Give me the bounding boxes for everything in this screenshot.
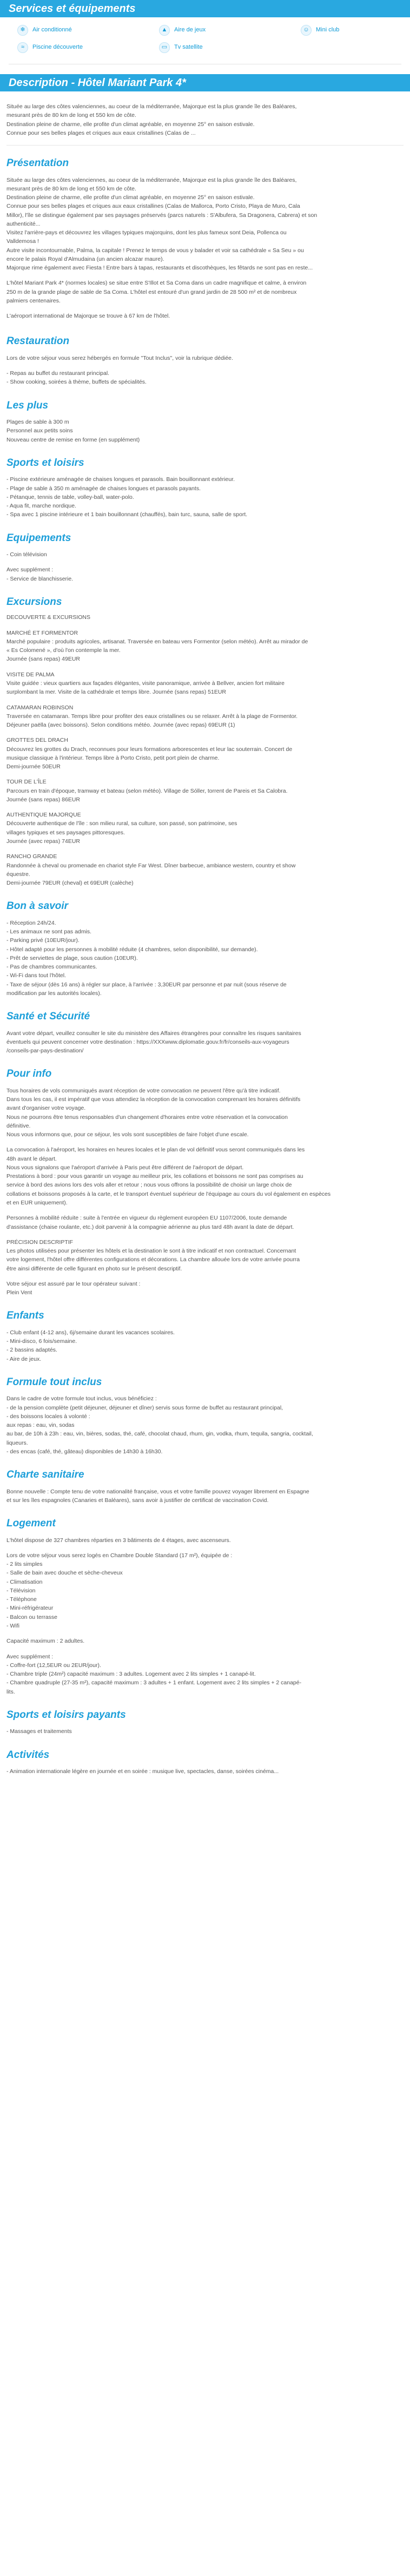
text-line: Demi-journée 79EUR (cheval) et 69EUR (calèche) [6,880,134,887]
text-line: - Massages et traitements [6,1728,72,1735]
services-header [0,0,410,17]
text-line: Bonne nouvelle : Compte tenu de votre nationalité française, vous et votre famille pouvez voyager librement en Espagne [6,1488,309,1495]
text-line: Avec supplément : [6,1653,54,1660]
text-line: - Wi-Fi dans tout l'hôtel. [6,972,66,979]
amenity-tv [159,42,203,53]
text-line: Votre séjour est assuré par le tour opérateur suivant : [6,1280,141,1287]
section-title: Activités [6,1749,50,1761]
text-line: - Plage de sable à 350 m aménagée de chaises longues et parasols payants. [6,485,201,492]
amenity-playground [159,25,206,36]
text-line: Millor), l'île se distingue également par ses paysages préservés (parcs naturels : S'Albufera, Sa Dragonera, Cabrera) et son [6,212,318,219]
restauration-section [6,333,404,386]
text-line: Journée (sans repas) 86EUR [6,796,80,803]
text-line: Dans tous les cas, il est impératif que vous attendiez la réception de la convocation comprenant les horaires définitifs [6,1096,301,1103]
text-line: Prestations à bord : pour vous garantir un voyage au meilleur prix, les collations et boissons ne sont pas comprises au [6,1173,303,1180]
excursion-item [6,703,404,730]
text-line: Les photos utilisées pour présenter les hôtels et la destination le sont à titre indicatif et non contractuel. Concernant [6,1248,296,1255]
excursions-subtitle: DECOUVERTE & EXCURSIONS [6,614,91,621]
text-line: - Chambre quadruple (27-35 m²), capacité maximum : 3 adultes + 1 enfant. Logement avec 2 lits simples + 2 canapé- [6,1679,302,1686]
text-line: éventuels qui peuvent concerner votre destination : https://XXXwww.diplomatie.gouv.fr/fr/conseils-aux-voyageurs [6,1038,289,1045]
amenity-label: Aire de jeux [174,27,206,34]
amenity-label: Mini club [316,27,340,34]
text-line: - Spa avec 1 piscine intérieure et 1 bain bouillonnant (chauffés), bain turc, sauna, salle de sport. [6,511,248,518]
text-line: Lors de votre séjour vous serez hébergés en formule "Tout Inclus", voir la rubrique dédiée. [6,354,233,361]
payants-section [6,1707,404,1736]
section-title: Formule tout inclus [6,1376,102,1388]
text-line: palmiers centenaires. [6,297,61,304]
excursion-name: GROTTES DEL DRACH [6,737,68,744]
text-line: /conseils-par-pays-destination/ [6,1047,84,1055]
amenity-label: Piscine découverte [32,44,83,51]
text-line: Destination pleine de charme, elle profite d'un climat agréable, en moyenne 25° en saison estivale. [6,121,255,128]
text-line: Nous ne pourrons être tenus responsables d'un changement d'horaires entre votre réservation et la convocation [6,1114,288,1121]
text-line: Demi-journée 50EUR [6,763,61,770]
text-line: 48h avant le départ. [6,1155,57,1162]
sports-section [6,455,404,519]
main-content [0,102,410,1787]
logement-section [6,1516,404,1696]
section-title: Excursions [6,596,62,608]
pool-icon: ≈ [17,42,28,53]
text-line: - Mini-réfrigérateur [6,1605,54,1612]
text-line: au bar, de 10h à 23h : eau, vin, bières, sodas, thé, café, chocolat chaud, rhum, gin, vodka, rhum, tequila, sangria, cocktail, [6,1431,313,1438]
text-line: surplombant la mer. Visite de la cathédrale et temps libre. Journée (sans repas) 51EUR [6,689,227,696]
section-title: Charte sanitaire [6,1469,84,1481]
presentation-body [6,176,404,321]
text-line: - des encas (café, thé, gâteau) disponibles de 14h30 à 16h30. [6,1448,163,1455]
text-line: Randonnée à cheval ou promenade en chariot style Far West. Dîner barbecue, ambiance western, country et show [6,862,296,869]
text-line: - Parking privé (10EUR/jour). [6,937,80,944]
text-line: « Es Colomené », d'où l'on contemple la mer. [6,647,121,654]
excursion-item [6,778,404,804]
text-line: Personnes à mobilité réduite : suite à l'entrée en vigueur du règlement européen EU 1107/2006, toute demande [6,1215,287,1222]
excursion-name: CATAMARAN ROBINSON [6,704,74,711]
snowflake-icon: ❄ [17,25,28,36]
text-line: Située au large des côtes valenciennes, au coeur de la méditerranée, Majorque est la plus grande île des Baléares, [6,103,297,110]
tv-icon: ▭ [159,42,170,53]
text-line: - Piscine extérieure aménagée de chaises longues et parasols. Bain bouillonnant extérieur. [6,476,235,483]
text-line: - Animation internationale légère en journée et en soirée : musique live, spectacles, danse, soirées cinéma... [6,1768,279,1775]
playground-icon: ▲ [159,25,170,36]
text-line: villages typiques et ses paysages pittoresques. [6,829,125,836]
excursion-item [6,852,404,887]
text-line: mesurant près de 80 km de long et 550 km de côte. [6,112,136,119]
text-line: musique classique à l'intérieur. Temps libre à Porto Cristo, petit port plein de charme. [6,754,220,761]
kids-club-icon: ☺ [301,25,312,36]
text-line: Avant votre départ, veuillez consulter le site du ministère des Affaires étrangères pour connaître les risques sanitaires [6,1030,301,1037]
text-line: d'assistance (chaise roulante, etc.) doit parvenir à la compagnie aérienne au plus tard 48h avant la date de départ. [6,1223,294,1230]
text-line: Visitez l'arrière-pays et découvrez les villages typiques majorquins, dont les plus fameux sont Deia, Pollenca ou [6,229,287,236]
charte-section [6,1467,404,1505]
section-title: Sports et loisirs payants [6,1709,126,1721]
excursion-name: TOUR DE L'ÎLE [6,779,47,786]
text-line: - Aire de jeux. [6,1355,42,1362]
text-line: - Service de blanchisserie. [6,575,74,582]
amenity-kids-club [301,25,339,36]
text-line: modification par les autorités locales). [6,990,102,997]
text-line: L'aéroport international de Majorque se trouve à 67 km de l'hôtel. [6,313,170,320]
section-title: Santé et Sécurité [6,1011,90,1023]
text-line: collations et boissons proposés à la carte, et le transport éventuel supérieur de l'équipage au cours du vol également en espèces [6,1190,331,1197]
text-line: liqueurs. [6,1439,28,1446]
text-line: - Coffre-fort (12,5EUR ou 2EUR/jour). [6,1662,101,1669]
text-line: - Coin télévision [6,551,47,558]
section-title: Présentation [6,157,69,169]
text-line: - Télévision [6,1587,36,1594]
info-section [6,1066,404,1297]
plus-section [6,398,404,444]
text-line: Plein Vent [6,1289,32,1296]
bon-a-savoir-section [6,898,404,998]
text-line: service à bord des avions lors des vols aller et retour ; nous vous offrons la possibilité de choisir un large choix de [6,1182,292,1189]
text-line: Lors de votre séjour vous serez logés en Chambre Double Standard (17 m²), équipée de : [6,1552,233,1559]
section-title: Enfants [6,1310,44,1322]
text-line: L'hôtel dispose de 327 chambres réparties en 3 bâtiments de 4 étages, avec ascenseurs. [6,1537,231,1544]
amenities-list [9,17,401,64]
text-line: - Pétanque, tennis de table, volley-ball, water-polo. [6,493,134,500]
section-title: Equipements [6,532,71,544]
text-line: encore le palais Royal d'Almudaina (un ancien alcazar maure). [6,255,164,262]
text-line: - Repas au buffet du restaurant principal. [6,370,110,377]
text-line: 250 m de la grande plage de sable de Sa Coma. L'hôtel est entouré d'un grand jardin de 28 500 m² et de nombreux [6,288,297,295]
excursion-name: RANCHO GRANDE [6,853,57,860]
excursion-name: VISITE DE PALMA [6,671,55,678]
text-line: Tous horaires de vols communiqués avant réception de votre convocation ne peuvent l'être qu'à titre indicatif. [6,1087,281,1094]
text-line: - Aqua fit, marche nordique. [6,503,76,510]
text-line: Majorque rime également avec Fiesta ! Entre bars à tapas, restaurants et discothèques, les fêtards ne sont pas en reste... [6,265,313,272]
text-line: définitive. [6,1122,31,1129]
excursion-name: AUTHENTIQUE MAJORQUE [6,812,81,819]
text-line: - Mini-disco, 6 fois/semaine. [6,1338,77,1345]
description-header [0,74,410,91]
sante-section [6,1009,404,1055]
text-line: - de la pension complète (petit déjeuner, déjeuner et dîner) servis sous forme de buffet au restaurant principal, [6,1404,283,1411]
text-line: Plages de sable à 300 m [6,419,69,426]
text-line: Déjeuner paëlla (avec boissons). Selon conditions météo. Journée (avec repas) 69EUR (1) [6,722,235,729]
text-line: PRÉCISION DESCRIPTIF [6,1238,74,1246]
text-line: - Réception 24h/24. [6,919,56,926]
text-line: - Climatisation [6,1578,43,1585]
text-line: Nous vous informons que, pour ce séjour, les vols sont susceptibles de faire l'objet d'une escale. [6,1131,249,1138]
formule-section [6,1374,404,1456]
divider [6,145,404,146]
text-line: - des boissons locales à volonté : [6,1413,90,1420]
text-line: Avec supplément : [6,566,54,574]
text-line: aux repas : eau, vin, sodas [6,1422,75,1429]
text-line: - Taxe de séjour (dès 16 ans) à régler sur place, à l'arrivée : 3,30EUR par personne et par nuit (sous réserve de [6,981,287,988]
text-line: Destination pleine de charme, elle profite d'un climat agréable, en moyenne 25° en saison estivale. [6,194,255,201]
excursion-item [6,811,404,846]
text-line: - Balcon ou terrasse [6,1613,57,1620]
text-line: votre logement, l'hôtel offre différentes configurations et décorations. La chambre allouée lors de votre arrivée pourra [6,1256,300,1263]
description-intro [6,102,404,137]
excursion-item [6,670,404,697]
text-line: Traversée en catamaran. Temps libre pour profiter des eaux cristallines ou se relaxer. Arrêt à la plage de Formentor. [6,713,298,720]
amenity-label: Air conditionné [32,27,72,34]
text-line: - Hôtel adapté pour les personnes à mobilité réduite (4 chambres, selon disponibilité, sur demande). [6,946,258,953]
text-line: Située au large des côtes valenciennes, au coeur de la méditerranée, Majorque est la plus grande île des Baléares, [6,176,297,183]
services-title: Services et équipements [9,3,136,15]
activites-section [6,1747,404,1776]
text-line: Connue pour ses belles plages et criques aux eaux cristallines (Calas de ... [6,129,196,136]
text-line: - Show cooking, soirées à thème, buffets de spécialités. [6,379,147,386]
section-title: Pour info [6,1068,52,1080]
text-line: Connue pour ses belles plages et criques aux eaux cristallines (Calas de Mallorca, Porto Cristo, Playa de Muro, Cala [6,203,300,210]
enfants-section [6,1308,404,1363]
text-line: mesurant près de 80 km de long et 550 km de côte. [6,185,136,192]
section-title: Sports et loisirs [6,457,84,469]
text-line: Marché populaire : produits agricoles, artisanat. Traversée en bateau vers Formentor (selon météo). Arrêt au mirador de [6,638,308,645]
text-line: équestre. [6,871,30,878]
text-line: Visite guidée : vieux quartiers aux façades élégantes, visite panoramique, arrivée à Bellver, ancien fort militaire [6,680,285,687]
text-line: Autre visite incontournable, Palma, la capitale ! Prenez le temps de vous y balader et voir sa cathédrale « Sa Seu » ou [6,247,304,254]
section-title: Logement [6,1518,56,1530]
text-line: - Club enfant (4-12 ans), 6j/semaine durant les vacances scolaires. [6,1329,175,1336]
text-line: Journée (avec repas) 74EUR [6,838,80,845]
text-line: Nous vous signalons que l'aéroport d'arrivée à Paris peut être différent de l'aéroport de départ. [6,1164,244,1171]
text-line: - Téléphone [6,1596,37,1603]
text-line: La convocation à l'aéroport, les horaires en heures locales et le plan de vol définitif vous seront communiqués dans les [6,1147,305,1154]
section-title: Les plus [6,399,49,411]
excursions-section [6,594,404,887]
text-line: - Chambre triple (24m²) capacité maximum : 3 adultes. Logement avec 2 lits simples + 1 canapé-lit. [6,1671,256,1678]
presentation-section [6,155,404,320]
text-line: - 2 bassins adaptés. [6,1347,57,1354]
text-line: - Salle de bain avec douche et sèche-cheveux [6,1570,123,1577]
text-line: avant d'organiser votre voyage. [6,1105,86,1112]
excursion-name: MARCHÉ ET FORMENTOR [6,629,78,636]
text-line: Personnel aux petits soins [6,427,73,434]
excursion-item [6,629,404,664]
text-line: - 2 lits simples [6,1561,43,1568]
text-line: - Pas de chambres communicantes. [6,964,97,971]
text-line: Dans le cadre de votre formule tout inclus, vous bénéficiez : [6,1395,157,1402]
text-line: Nouveau centre de remise en forme (en supplément) [6,436,140,443]
text-line: authenticité... [6,220,41,227]
text-line: et sur les îles espagnoles (Canaries et Baléares), sans avoir à justifier de certificat de vaccination Covid. [6,1497,269,1504]
text-line: - Les animaux ne sont pas admis. [6,928,91,935]
amenity-pool [17,42,83,53]
text-line: et en EUR uniquement). [6,1199,68,1206]
text-line: Journée (sans repas) 49EUR [6,656,80,663]
section-title: Restauration [6,335,70,347]
text-line: Parcours en train d'époque, tramway et bateau (selon météo). Village de Sóller, torrent de Pareis et Sa Calobra. [6,787,288,794]
text-line: - Prêt de serviettes de plage, sous caution (10EUR). [6,954,138,961]
text-line: Capacité maximum : 2 adultes. [6,1638,85,1645]
section-title: Bon à savoir [6,900,69,912]
text-line: Découvrez les grottes du Drach, reconnues pour leurs formations arborescentes et leur lac souterrain. Concert de [6,746,293,753]
text-line: être ainsi différente de celle figurant en photo sur le présent descriptif. [6,1265,182,1272]
text-line: L'hôtel Mariant Park 4* (normes locales) se situe entre S'Illot et Sa Coma dans un cadre magnifique et calme, à environ [6,280,307,287]
equipements-section [6,530,404,583]
text-line: - Wifi [6,1622,19,1629]
amenity-label: Tv satellite [174,44,203,51]
text-line: Valldemosa ! [6,238,39,245]
amenity-air-conditioning [17,25,72,36]
description-title: Description - Hôtel Mariant Park 4* [9,77,186,89]
excursion-item [6,736,404,771]
text-line: lits. [6,1688,15,1695]
text-line: Découverte authentique de l'île : son milieu rural, sa culture, son passé, son patrimoine, ses [6,820,237,827]
